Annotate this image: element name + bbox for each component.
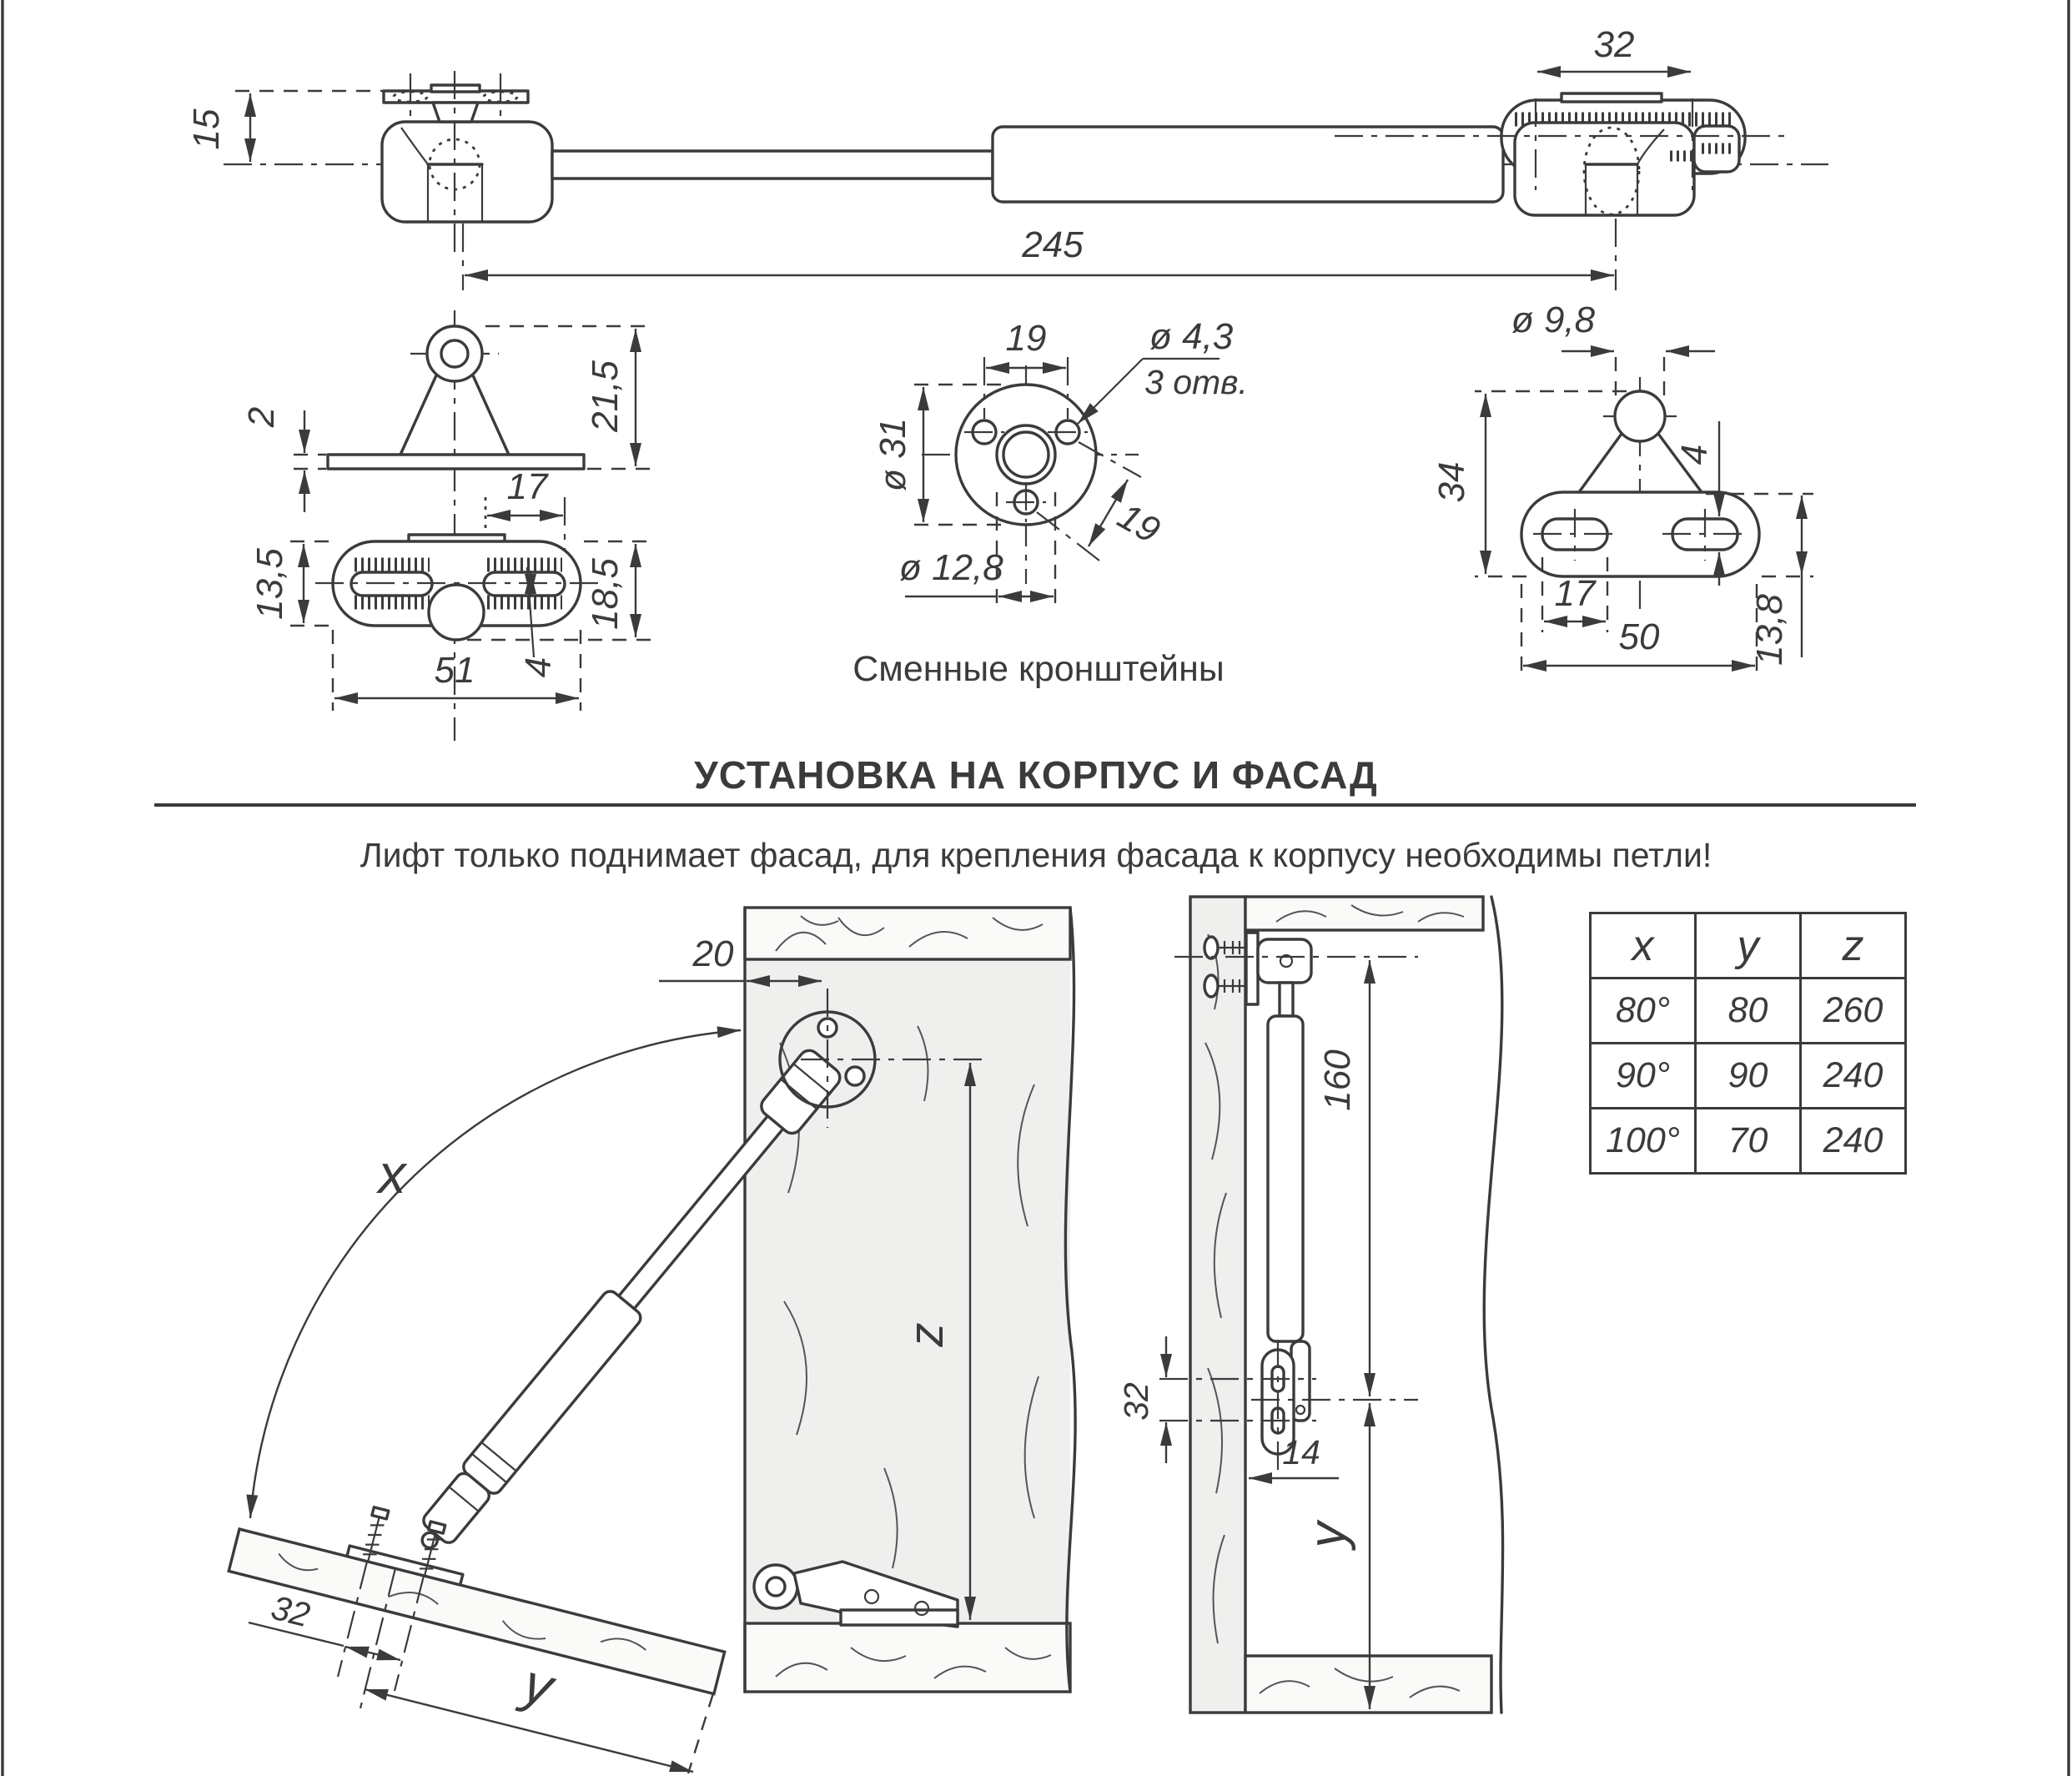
dim-fascia-y-closed: y [1299, 1522, 1356, 1548]
dim-tee-height: 34 [1431, 461, 1472, 503]
dim-lift-length: 160 [1317, 1049, 1358, 1111]
dim-outer-dia: ø 31 [873, 417, 913, 492]
dim-fascia-y: y [517, 1651, 560, 1718]
cell-y: 80 [1696, 979, 1801, 1044]
dim-height-z: z [899, 1322, 953, 1347]
angle-table-row [1591, 979, 1906, 1044]
dim-boss-dia: ø 12,8 [899, 547, 1003, 588]
strut-side-view [186, 24, 1828, 290]
dim-hole-dia: ø 4,3 [1149, 316, 1234, 357]
dim-tee-slot-offset: 4 [1674, 444, 1715, 465]
dim-hole-pitch: 19 [1005, 318, 1047, 359]
dim-bracket-height: 21,5 [585, 360, 626, 432]
dim-plate-thickness: 2 [241, 406, 282, 428]
dim-overall-width: 18,5 [585, 558, 626, 630]
brackets-caption: Сменные кронштейны [852, 649, 1225, 689]
dim-slot-pitch: 17 [506, 466, 548, 507]
cell-y: 70 [1696, 1109, 1801, 1174]
angle-table-header-row [1591, 913, 1906, 979]
cell-z: 260 [1801, 979, 1906, 1044]
dim-strut-end: 32 [1593, 24, 1635, 65]
angle-table-header-z: z [1801, 913, 1906, 979]
dim-strut-height: 15 [186, 108, 227, 150]
angle-table-header-x: x [1591, 913, 1696, 979]
cell-x: 80° [1591, 979, 1696, 1044]
dim-body-width: 13,5 [249, 548, 290, 620]
install-closed-diagram [1117, 897, 1503, 1713]
tee-bracket-view [1431, 299, 1813, 677]
side-bracket-view [241, 310, 651, 741]
dim-strut-length: 245 [1022, 224, 1084, 265]
dim-ball-dia: ø 9,8 [1511, 299, 1596, 340]
dim-angle-x: x [378, 1143, 406, 1205]
dim-setback: 20 [692, 933, 734, 974]
dim-bracket-length: 51 [434, 650, 475, 691]
installation-note: Лифт только поднимает фасад, для крепления фасада к корпусу необходимы петли! [360, 836, 1712, 874]
cell-z: 240 [1801, 1109, 1906, 1174]
dim-hole-pitch-diag: 19 [1110, 495, 1167, 551]
cell-x: 100° [1591, 1109, 1696, 1174]
cell-y: 90 [1696, 1044, 1801, 1109]
install-open-diagram [229, 908, 1075, 1773]
angle-table-row [1591, 1044, 1906, 1109]
dim-tee-slot-length: 17 [1554, 573, 1596, 614]
angle-table-row [1591, 1109, 1906, 1174]
angle-table [1589, 912, 1907, 1175]
cell-z: 240 [1801, 1044, 1906, 1109]
cell-x: 90° [1591, 1044, 1696, 1109]
round-bracket-view [873, 316, 1248, 607]
section-divider [154, 803, 1916, 807]
section-title: УСТАНОВКА НА КОРПУС И ФАСАД [694, 753, 1378, 797]
dim-screw-pitch-closed: 32 [1117, 1382, 1155, 1421]
dim-setback-closed: 14 [1282, 1433, 1320, 1472]
dim-tee-width: 50 [1618, 616, 1660, 657]
dim-hole-count: 3 отв. [1144, 363, 1248, 401]
dim-screw-pitch: 32 [267, 1587, 314, 1635]
angle-table-header-y: y [1696, 913, 1801, 979]
dim-slot-width: 4 [518, 657, 559, 678]
dim-tee-base-height: 13,8 [1749, 594, 1790, 666]
